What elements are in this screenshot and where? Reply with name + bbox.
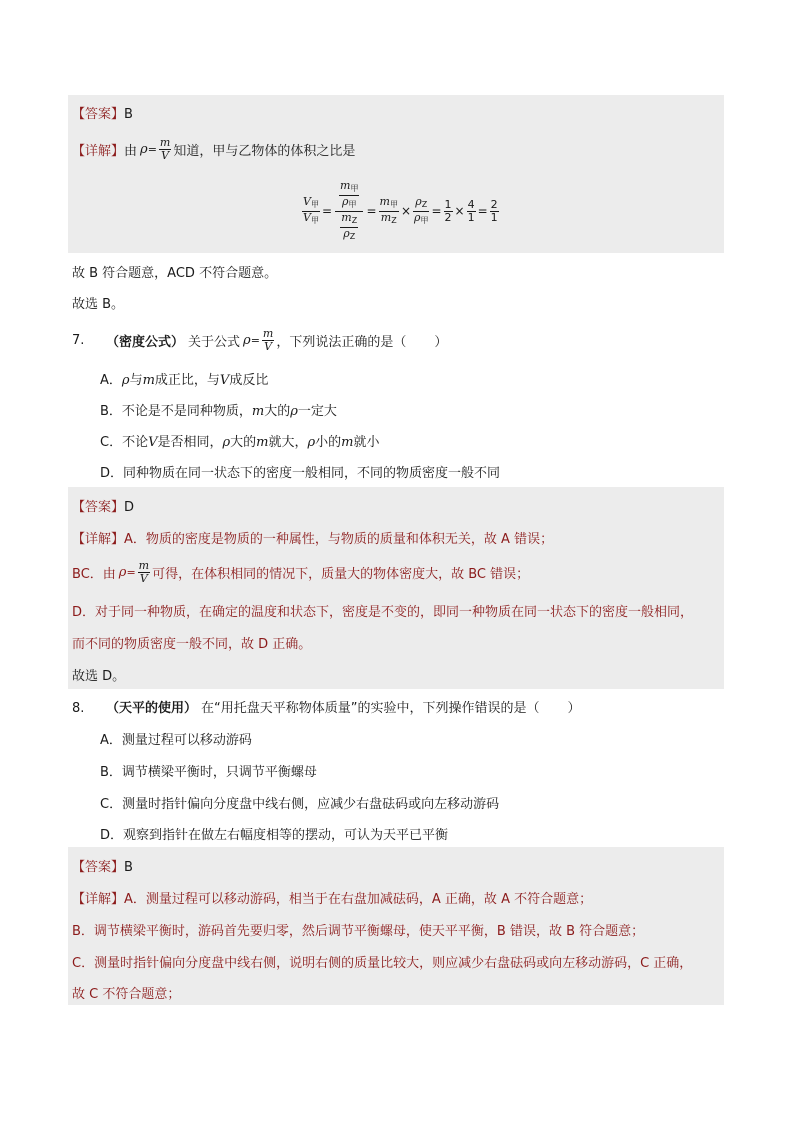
sub-z: Z <box>421 199 428 209</box>
sub-jia: 甲 <box>350 183 359 193</box>
q8-option-a[interactable]: A．测量过程可以移动游码 <box>100 733 252 748</box>
option-text: 是否相同， <box>157 435 223 450</box>
rho-symbol: ρ <box>140 141 148 157</box>
times-sign: × <box>454 204 465 218</box>
numerator-m: m <box>262 326 274 340</box>
numerator-m: m <box>159 135 171 149</box>
sub-z: Z <box>391 215 397 225</box>
sub-z: Z <box>351 215 358 225</box>
m-symbol: m <box>251 404 265 419</box>
detail-text-post: 知道，甲与乙物体的体积之比是 <box>173 143 356 159</box>
volume-ratio-fraction <box>302 196 320 227</box>
detail-text: A．测量过程可以移动游码，相当于在右盘加减砝码，A 正确，故 A 不符合题意； <box>124 892 593 907</box>
density-formula-fraction <box>262 328 274 353</box>
answer-value: D <box>124 500 135 515</box>
equals-sign: = <box>321 204 333 218</box>
q8-detail-line-4: 故 C 不符合题意； <box>72 987 181 1002</box>
question-topic-tag: （天平的使用） <box>106 701 198 716</box>
m-symbol: m <box>379 194 390 208</box>
q8-detail-line-3: C．测量时指针偏向分度盘中线右侧，说明右侧的质量比较大，则应减少右盘砝码或向左移动游码，C 正确， <box>72 956 693 971</box>
density-formula-fraction <box>159 137 171 162</box>
denominator-V: V <box>139 571 148 585</box>
answer-tag: 【答案】 <box>72 107 125 122</box>
density-formula-fraction <box>138 560 150 585</box>
option-text: 成反比 <box>229 373 269 388</box>
mass-ratio-fraction <box>379 196 399 227</box>
m-over-rho-jia <box>339 180 359 211</box>
v-symbol: V <box>219 373 230 388</box>
v-symbol: V <box>303 194 311 208</box>
rho-symbol: ρ <box>290 404 298 419</box>
q8-option-b[interactable]: B．调节横梁平衡时，只调节平衡螺母 <box>100 765 317 780</box>
detail-text: 可得，在体积相同的情况下，质量大的物体密度大，故 BC 错误； <box>152 566 530 582</box>
option-text: A． <box>100 373 122 388</box>
option-text: 大的 <box>230 435 257 450</box>
denominator: 2 <box>444 210 452 224</box>
m-symbol: m <box>380 210 392 224</box>
times-sign: × <box>400 204 412 218</box>
equals-sign: = <box>250 333 260 347</box>
option-text: 就大， <box>268 435 308 450</box>
q8-detail-line-2: B．调节横梁平衡时，游码首先要归零，然后调节平衡螺母，使天平平衡，B 错误，故 B 符合题意； <box>72 924 645 939</box>
fraction-1-2 <box>444 199 453 224</box>
option-text: C．不论 <box>100 435 149 450</box>
v-symbol: V <box>148 435 158 450</box>
question-number: 8. <box>72 701 85 716</box>
option-text: 大的 <box>264 404 291 419</box>
question-topic-tag: （密度公式） <box>106 334 185 350</box>
question-close-paren: ） <box>434 334 448 350</box>
q7-option-c[interactable] <box>100 431 380 450</box>
q6-conclusion: 故 B 符合题意，ACD 不符合题意。 <box>72 266 278 281</box>
detail-tag: 【详解】 <box>72 892 125 907</box>
answer-value: B <box>124 107 133 122</box>
compound-fraction <box>335 180 363 243</box>
answer-value: B <box>124 860 133 875</box>
fraction-4-1 <box>467 199 476 224</box>
rho-symbol: ρ <box>343 226 350 240</box>
rho-symbol: ρ <box>243 332 251 348</box>
q6-detail <box>72 134 355 164</box>
q8-stem <box>72 697 581 716</box>
answer-tag: 【答案】 <box>72 860 125 875</box>
v-symbol: V <box>303 210 311 224</box>
numerator-m: m <box>138 558 150 572</box>
option-text: 就小 <box>353 435 380 450</box>
option-text: 成正比，与 <box>154 373 220 388</box>
option-text: 小的 <box>315 435 342 450</box>
rho-symbol: ρ <box>415 194 422 208</box>
option-text: 一定大 <box>297 404 337 419</box>
q7-select: 故选 D。 <box>72 669 126 684</box>
q8-detail-line-1 <box>72 888 592 907</box>
denominator-V: V <box>161 148 170 162</box>
sub-jia: 甲 <box>348 199 357 209</box>
question-text: 在“用托盘天平称物体质量”的实验中，下列操作错误的是（ <box>201 701 540 716</box>
q7-detail-line-1 <box>72 528 553 547</box>
q7-option-d[interactable]: D．同种物质在同一状态下的密度一般相同，不同的物质密度一般不同 <box>100 466 501 481</box>
equals-sign: = <box>366 204 377 218</box>
sub-jia: 甲 <box>420 215 429 225</box>
m-symbol: m <box>340 178 351 192</box>
q6-select: 故选 B。 <box>72 297 125 312</box>
q7-detail-line-3: D．对于同一种物质，在确定的温度和状态下，密度是不变的，即同一种物质在同一状态下的密度一般相同， <box>72 605 694 620</box>
detail-tag: 【详解】 <box>72 532 125 547</box>
denominator: 1 <box>490 210 498 224</box>
q8-option-c[interactable]: C．测量时指针偏向分度盘中线右侧，应减少右盘砝码或向左移动游码 <box>100 797 500 812</box>
rho-symbol: ρ <box>222 435 231 450</box>
rho-symbol: ρ <box>118 564 127 580</box>
option-text: B．不论是不是同种物质， <box>100 404 252 419</box>
denominator: 1 <box>467 210 475 224</box>
q8-answer <box>72 856 133 875</box>
m-over-rho-yi <box>340 212 358 243</box>
m-symbol: m <box>341 210 352 224</box>
detail-text: BC．由 <box>72 566 116 582</box>
q7-option-b[interactable] <box>100 400 337 419</box>
volume-ratio-equation <box>300 175 501 247</box>
m-symbol: m <box>142 373 155 388</box>
question-text: 关于公式 <box>188 334 241 350</box>
sub-jia: 甲 <box>310 215 319 225</box>
question-text-post: ，下列说法正确的是（ <box>276 334 407 350</box>
equals-sign: = <box>126 565 136 579</box>
rho-symbol: ρ <box>307 435 316 450</box>
numerator: 1 <box>444 197 452 211</box>
equals-sign: = <box>477 204 488 218</box>
q7-stem <box>72 325 447 355</box>
rho-symbol: ρ <box>414 210 421 224</box>
sub-jia: 甲 <box>389 199 398 209</box>
fraction-2-1 <box>490 199 499 224</box>
m-symbol: m <box>256 435 269 450</box>
sub-jia: 甲 <box>310 199 319 209</box>
rho-symbol: ρ <box>121 373 130 388</box>
q6-answer <box>72 103 133 122</box>
density-ratio-fraction <box>413 196 429 227</box>
detail-tag: 【详解】 <box>72 143 125 159</box>
q7-detail-line-2 <box>72 557 529 587</box>
detail-text: 由 <box>124 143 138 159</box>
numerator: 4 <box>467 197 475 211</box>
equals-sign: = <box>147 142 157 156</box>
question-number: 7. <box>72 332 85 348</box>
rho-symbol: ρ <box>342 194 349 208</box>
denominator-V: V <box>264 339 273 353</box>
m-symbol: m <box>341 435 354 450</box>
detail-text: A．物质的密度是物质的一种属性，与物质的质量和体积无关，故 A 错误； <box>124 532 554 547</box>
sub-z: Z <box>349 231 356 241</box>
option-text: 与 <box>129 373 143 388</box>
question-close-paren: ） <box>567 701 581 716</box>
answer-tag: 【答案】 <box>72 500 125 515</box>
q7-answer <box>72 496 134 515</box>
q7-solution-block <box>68 487 724 689</box>
equals-sign: = <box>431 204 442 218</box>
q7-detail-line-4: 而不同的物质密度一般不同，故 D 正确。 <box>72 637 312 652</box>
q8-option-d[interactable]: D．观察到指针在做左右幅度相等的摆动，可认为天平已平衡 <box>100 828 449 843</box>
numerator: 2 <box>490 197 498 211</box>
q7-option-a[interactable] <box>100 369 268 388</box>
